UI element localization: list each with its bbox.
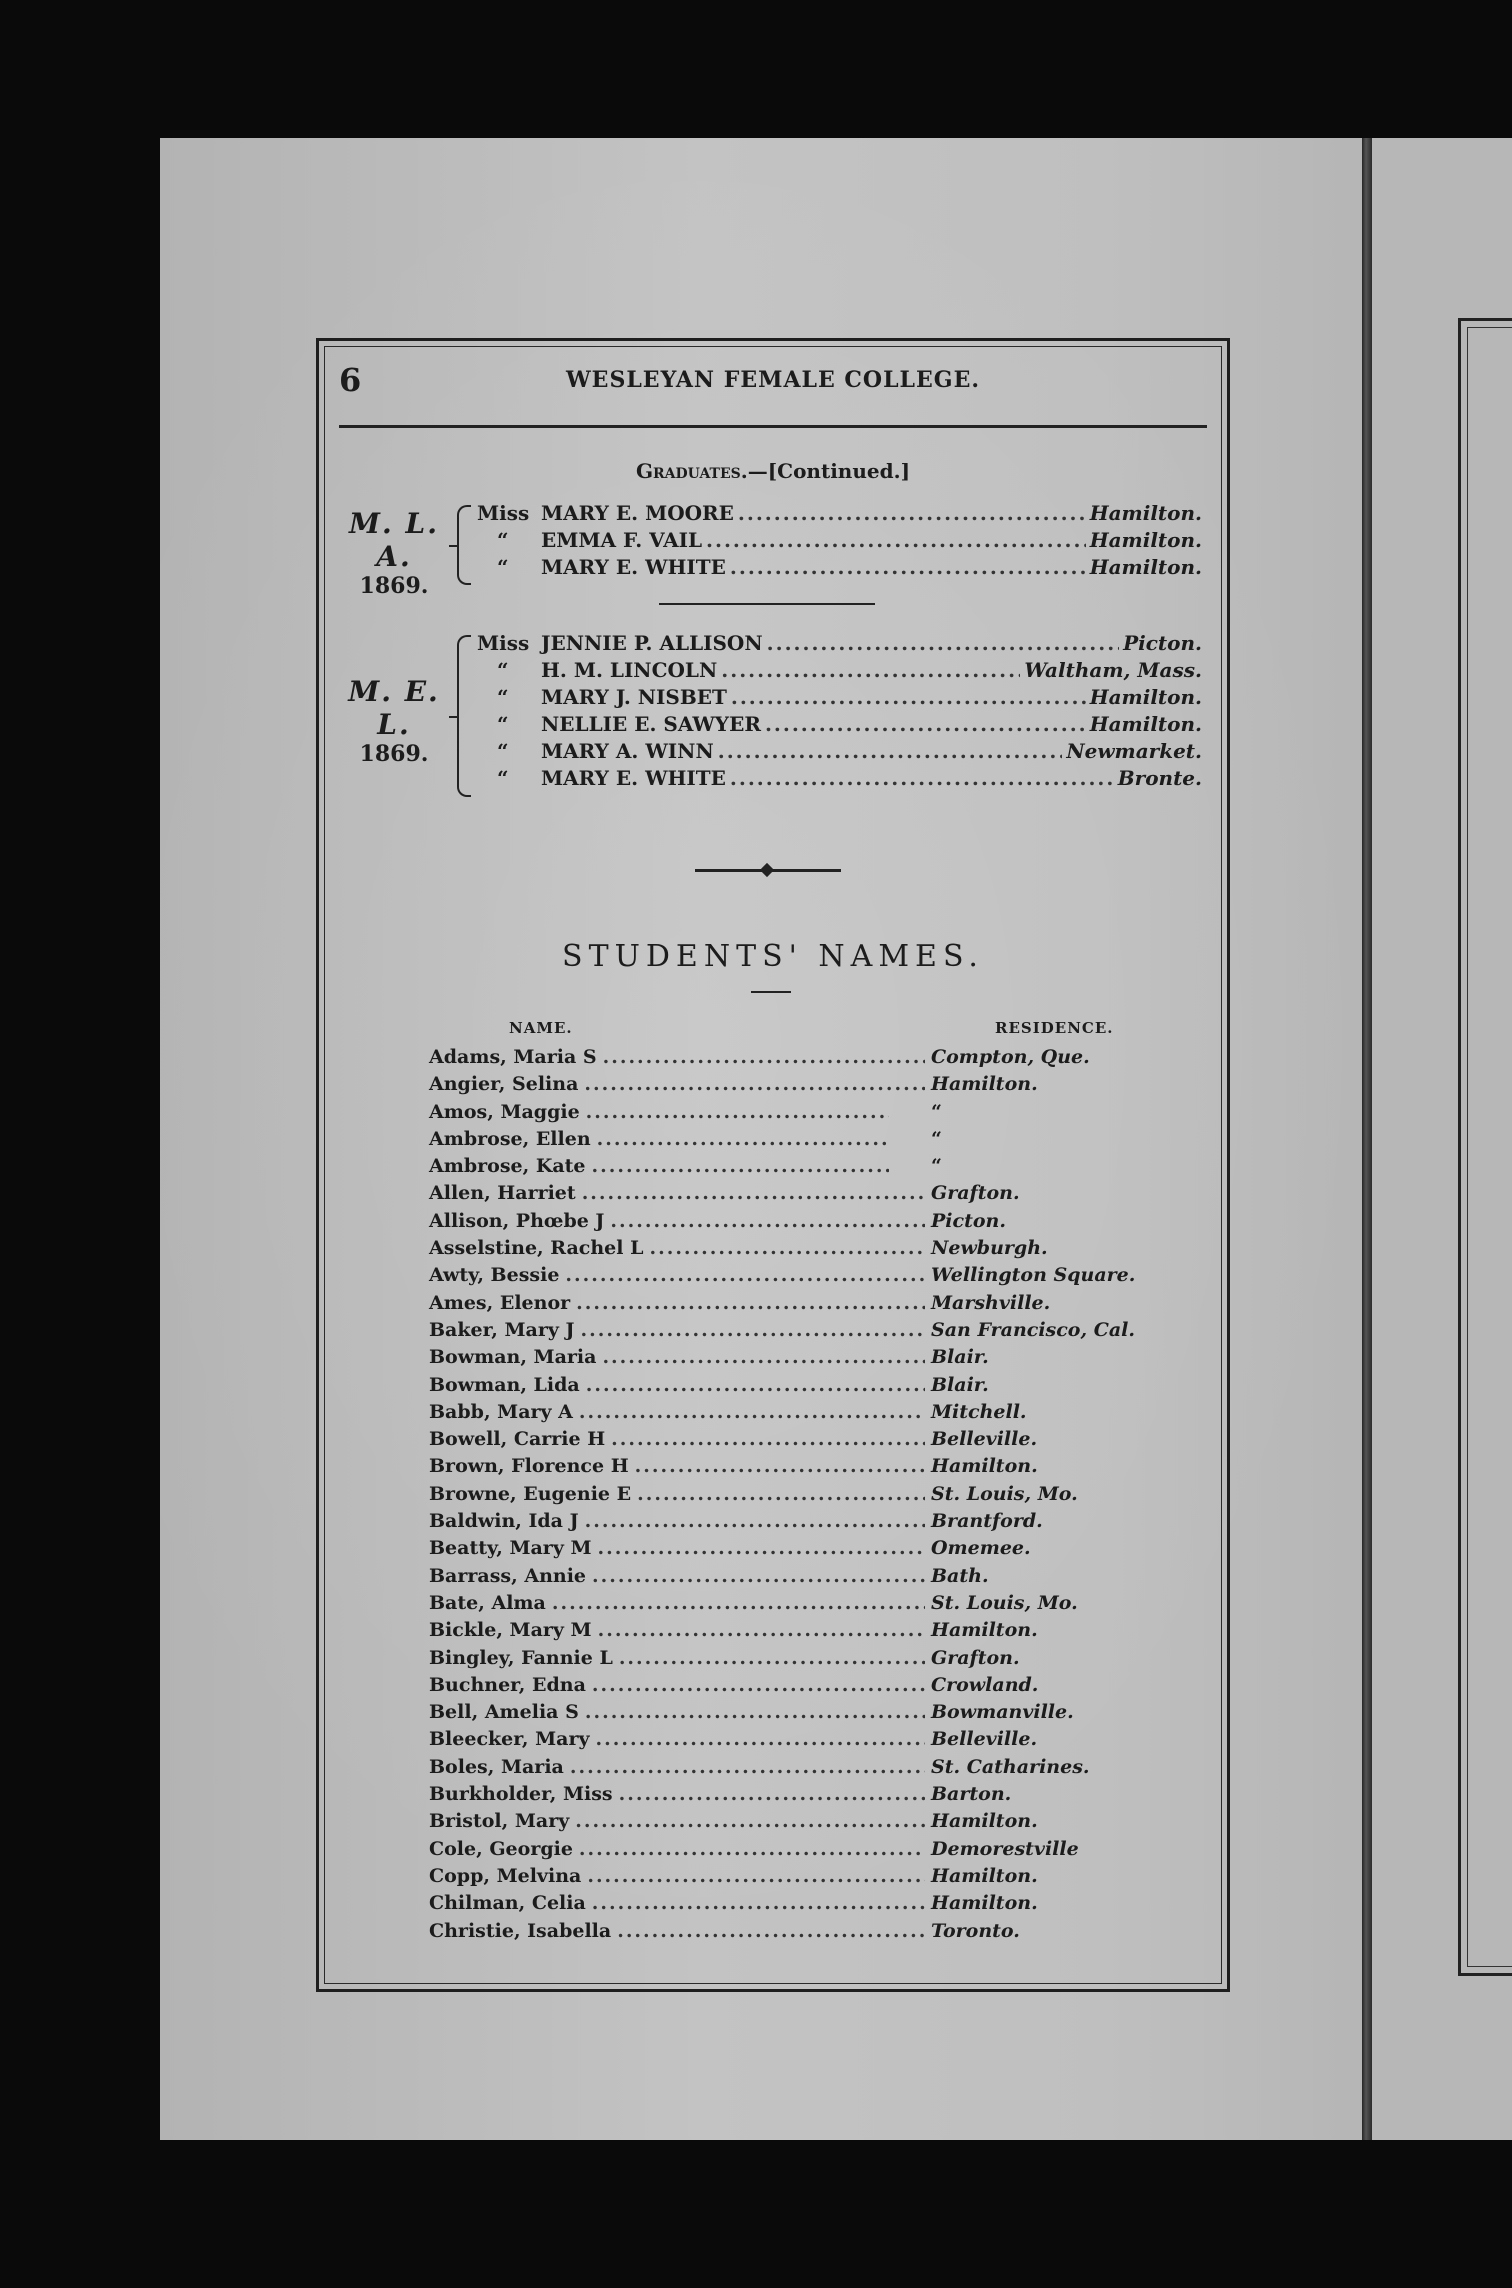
graduate-place: Hamilton.: [1089, 685, 1202, 709]
dot-leader: [617, 1920, 925, 1942]
student-row: [429, 1401, 1149, 1428]
student-residence: St. Louis, Mo.: [931, 1482, 1078, 1505]
dot-leader: [582, 1182, 925, 1204]
graduate-row: [477, 501, 1202, 528]
degree-label: [339, 675, 449, 767]
student-residence: Belleville.: [931, 1728, 1038, 1751]
student-row: [429, 1838, 1149, 1865]
group-separator-rule: [659, 603, 875, 605]
student-name: Brown, Florence H: [429, 1455, 629, 1478]
graduate-title: “: [497, 528, 509, 552]
dot-leader: [586, 1374, 925, 1396]
student-name: Baldwin, Ida J: [429, 1510, 579, 1533]
student-row: [429, 1182, 1149, 1209]
student-row: [429, 1155, 1149, 1182]
graduate-name: EMMA F. VAIL: [541, 528, 703, 552]
student-row: [429, 1810, 1149, 1837]
student-name: Burkholder, Miss: [429, 1783, 613, 1806]
student-name: Bleecker, Mary: [429, 1728, 590, 1751]
dot-leader: [619, 1647, 925, 1669]
graduate-row: [477, 555, 1202, 582]
graduate-place: Hamilton.: [1089, 555, 1202, 579]
graduate-title: “: [497, 658, 509, 682]
graduate-name: MARY E. WHITE: [541, 555, 726, 579]
degree-abbreviation: M. E. L.: [348, 675, 440, 741]
graduate-row: [477, 739, 1202, 766]
dot-leader: [570, 1756, 925, 1778]
student-name: Allison, Phœbe J: [429, 1209, 605, 1232]
student-residence: Barton.: [931, 1783, 1012, 1806]
graduate-title: “: [497, 739, 509, 763]
graduate-row: [477, 712, 1202, 739]
student-name: Allen, Harriet: [429, 1182, 576, 1205]
graduates-heading: [319, 459, 1227, 483]
column-header-name: NAME.: [509, 1019, 573, 1037]
student-residence: Wellington Square.: [931, 1264, 1136, 1287]
graduate-place: Hamilton.: [1089, 528, 1202, 552]
graduate-row: [477, 766, 1202, 793]
student-name: Cole, Georgie: [429, 1837, 573, 1860]
column-header-residence: RESIDENCE.: [995, 1019, 1114, 1037]
student-name: Bowell, Carrie H: [429, 1428, 606, 1451]
student-residence: Crowland.: [931, 1673, 1039, 1696]
dot-leader: [706, 528, 1086, 552]
student-row: [429, 1565, 1149, 1592]
student-row: [429, 1592, 1149, 1619]
dot-leader: [592, 1565, 925, 1587]
student-residence: Marshville.: [931, 1291, 1051, 1314]
student-name: Bell, Amelia S: [429, 1701, 579, 1724]
dot-leader: [598, 1619, 925, 1641]
student-row: [429, 1920, 1149, 1947]
student-row: [429, 1647, 1149, 1674]
student-residence: Hamilton.: [931, 1073, 1038, 1096]
graduate-title: “: [497, 685, 509, 709]
student-name: Copp, Melvina: [429, 1864, 582, 1887]
student-residence: “: [931, 1100, 942, 1123]
graduate-place: Newmarket.: [1066, 739, 1202, 763]
dot-leader: [592, 1892, 925, 1914]
graduates-heading-continued: .—[Continued.]: [740, 459, 911, 483]
student-row: [429, 1374, 1149, 1401]
dot-leader: [738, 501, 1086, 525]
student-name: Christie, Isabella: [429, 1919, 612, 1942]
student-residence: San Francisco, Cal.: [931, 1318, 1135, 1341]
student-row: [429, 1101, 1149, 1128]
dot-leader: [596, 1728, 925, 1750]
graduate-title: “: [497, 766, 509, 790]
student-row: [429, 1619, 1149, 1646]
student-row: [429, 1237, 1149, 1264]
graduate-name: H. M. LINCOLN: [541, 658, 718, 682]
student-residence: Belleville.: [931, 1428, 1038, 1451]
student-residence: Mitchell.: [931, 1400, 1027, 1423]
student-residence: Picton.: [931, 1209, 1006, 1232]
group-brace: [457, 505, 471, 585]
dot-leader: [718, 739, 1063, 763]
student-residence: Blair.: [931, 1373, 989, 1396]
dot-leader: [611, 1428, 925, 1450]
graduate-name: JENNIE P. ALLISON: [541, 631, 763, 655]
running-head: WESLEYAN FEMALE COLLEGE.: [565, 367, 981, 393]
student-name: Baker, Mary J: [429, 1318, 575, 1341]
header-rule: [339, 425, 1207, 428]
degree-year: 1869.: [359, 573, 429, 599]
page-frame: [316, 338, 1230, 1992]
dot-leader: [575, 1810, 925, 1832]
student-name: Awty, Bessie: [429, 1264, 560, 1287]
graduate-place: Hamilton.: [1089, 501, 1202, 525]
dot-leader: [767, 631, 1119, 655]
student-residence: Grafton.: [931, 1646, 1020, 1669]
student-row: [429, 1292, 1149, 1319]
graduate-name: MARY A. WINN: [541, 739, 714, 763]
page-number: 6: [339, 361, 362, 399]
student-row: [429, 1210, 1149, 1237]
graduate-name: MARY J. NISBET: [541, 685, 727, 709]
graduate-title: “: [497, 712, 509, 736]
student-residence: “: [931, 1127, 942, 1150]
student-name: Adams, Maria S: [429, 1046, 597, 1068]
graduate-title: “: [497, 555, 509, 579]
student-residence: Blair.: [931, 1346, 989, 1369]
dot-leader: [598, 1537, 925, 1559]
student-name: Buchner, Edna: [429, 1673, 586, 1696]
student-residence: “: [931, 1155, 942, 1178]
student-row: [429, 1783, 1149, 1810]
student-name: Bickle, Mary M: [429, 1619, 592, 1642]
graduate-group-mel: [339, 631, 1207, 801]
graduate-place: Bronte.: [1117, 766, 1202, 790]
student-residence: Bath.: [931, 1564, 989, 1587]
student-row: [429, 1510, 1149, 1537]
graduate-row: [477, 631, 1202, 658]
graduate-row: [477, 685, 1202, 712]
student-name: Ames, Elenor: [429, 1291, 571, 1314]
dot-leader: [592, 1674, 925, 1696]
students-heading: STUDENTS' NAMES.: [562, 939, 984, 974]
student-row: [429, 1865, 1149, 1892]
degree-label: [339, 507, 449, 599]
ornament-diamond: [760, 863, 774, 877]
dot-leader: [721, 658, 1020, 682]
student-residence: Hamilton.: [931, 1455, 1038, 1478]
dot-leader: [586, 1101, 889, 1123]
dot-leader: [585, 1701, 925, 1723]
student-name: Chilman, Celia: [429, 1892, 586, 1915]
student-name: Barrass, Annie: [429, 1564, 587, 1587]
graduate-row: [477, 528, 1202, 555]
student-row: [429, 1701, 1149, 1728]
student-row: [429, 1483, 1149, 1510]
dot-leader: [576, 1292, 925, 1314]
student-residence: Compton, Que.: [931, 1046, 1090, 1068]
dot-leader: [579, 1401, 925, 1423]
student-name: Boles, Maria: [429, 1755, 564, 1778]
student-row: [429, 1428, 1149, 1455]
student-name: Bowman, Lida: [429, 1373, 580, 1396]
facing-page-frame: [1458, 318, 1512, 1976]
student-row: [429, 1046, 1149, 1073]
student-residence: Hamilton.: [931, 1810, 1038, 1833]
dot-leader: [565, 1264, 925, 1286]
students-heading-rule: [751, 991, 791, 993]
graduate-name: NELLIE E. SAWYER: [541, 712, 761, 736]
graduate-place: Waltham, Mass.: [1024, 658, 1202, 682]
student-residence: Brantford.: [931, 1510, 1043, 1533]
student-row: [429, 1346, 1149, 1373]
student-residence: Omemee.: [931, 1537, 1031, 1560]
student-residence: Grafton.: [931, 1182, 1020, 1205]
student-name: Ambrose, Ellen: [429, 1127, 591, 1150]
student-residence: St. Catharines.: [931, 1755, 1090, 1778]
student-name: Bingley, Fannie L: [429, 1646, 613, 1669]
graduate-title: Miss: [477, 501, 530, 525]
degree-abbreviation: M. L. A.: [349, 507, 439, 573]
student-name: Beatty, Mary M: [429, 1537, 592, 1560]
student-row: [429, 1073, 1149, 1100]
student-row: [429, 1128, 1149, 1155]
student-name: Ambrose, Kate: [429, 1155, 586, 1178]
student-residence: Toronto.: [931, 1919, 1020, 1942]
student-residence: Demorestville: [931, 1837, 1079, 1860]
graduate-place: Picton.: [1123, 631, 1202, 655]
student-name: Babb, Mary A: [429, 1400, 573, 1423]
student-residence: Hamilton.: [931, 1864, 1038, 1887]
dot-leader: [610, 1210, 925, 1232]
dot-leader: [585, 1510, 925, 1532]
dot-leader: [587, 1865, 925, 1887]
dot-leader: [584, 1073, 925, 1095]
student-name: Bristol, Mary: [429, 1810, 570, 1833]
student-name: Amos, Maggie: [429, 1100, 580, 1123]
dot-leader: [592, 1155, 889, 1177]
graduate-group-mla: [339, 501, 1207, 599]
page-header: [339, 361, 1207, 401]
graduates-heading-label: Graduates: [635, 459, 741, 483]
degree-year: 1869.: [359, 741, 429, 767]
graduate-title: Miss: [477, 631, 530, 655]
graduate-name: MARY E. WHITE: [541, 766, 726, 790]
student-name: Browne, Eugenie E: [429, 1482, 632, 1505]
student-row: [429, 1455, 1149, 1482]
dot-leader: [597, 1128, 889, 1150]
ornamental-rule: [695, 865, 841, 875]
student-name: Bowman, Maria: [429, 1346, 597, 1369]
dot-leader: [730, 766, 1114, 790]
student-row: [429, 1264, 1149, 1291]
dot-leader: [635, 1455, 925, 1477]
graduate-name: MARY E. MOORE: [541, 501, 734, 525]
graduate-row: [477, 658, 1202, 685]
student-residence: Hamilton.: [931, 1892, 1038, 1915]
dot-leader: [637, 1483, 925, 1505]
student-residence: Bowmanville.: [931, 1701, 1074, 1724]
student-name: Asselstine, Rachel L: [429, 1237, 644, 1260]
dot-leader: [603, 1046, 925, 1068]
student-row: [429, 1728, 1149, 1755]
student-residence: St. Louis, Mo.: [931, 1591, 1078, 1614]
graduate-place: Hamilton.: [1089, 712, 1202, 736]
dot-leader: [730, 555, 1086, 579]
students-list: [429, 1046, 1149, 1947]
student-row: [429, 1674, 1149, 1701]
dot-leader: [619, 1783, 925, 1805]
student-residence: Newburgh.: [931, 1237, 1048, 1260]
student-row: [429, 1756, 1149, 1783]
dot-leader: [765, 712, 1086, 736]
dot-leader: [552, 1592, 925, 1614]
student-residence: Hamilton.: [931, 1619, 1038, 1642]
student-name: Bate, Alma: [429, 1591, 546, 1614]
dot-leader: [579, 1838, 925, 1860]
book-gutter: [1362, 138, 1372, 2140]
dot-leader: [731, 685, 1086, 709]
dot-leader: [580, 1319, 925, 1341]
student-name: Angier, Selina: [429, 1073, 579, 1096]
student-row: [429, 1892, 1149, 1919]
student-row: [429, 1319, 1149, 1346]
dot-leader: [602, 1346, 925, 1368]
dot-leader: [649, 1237, 925, 1259]
student-row: [429, 1537, 1149, 1564]
group-brace: [457, 635, 471, 797]
